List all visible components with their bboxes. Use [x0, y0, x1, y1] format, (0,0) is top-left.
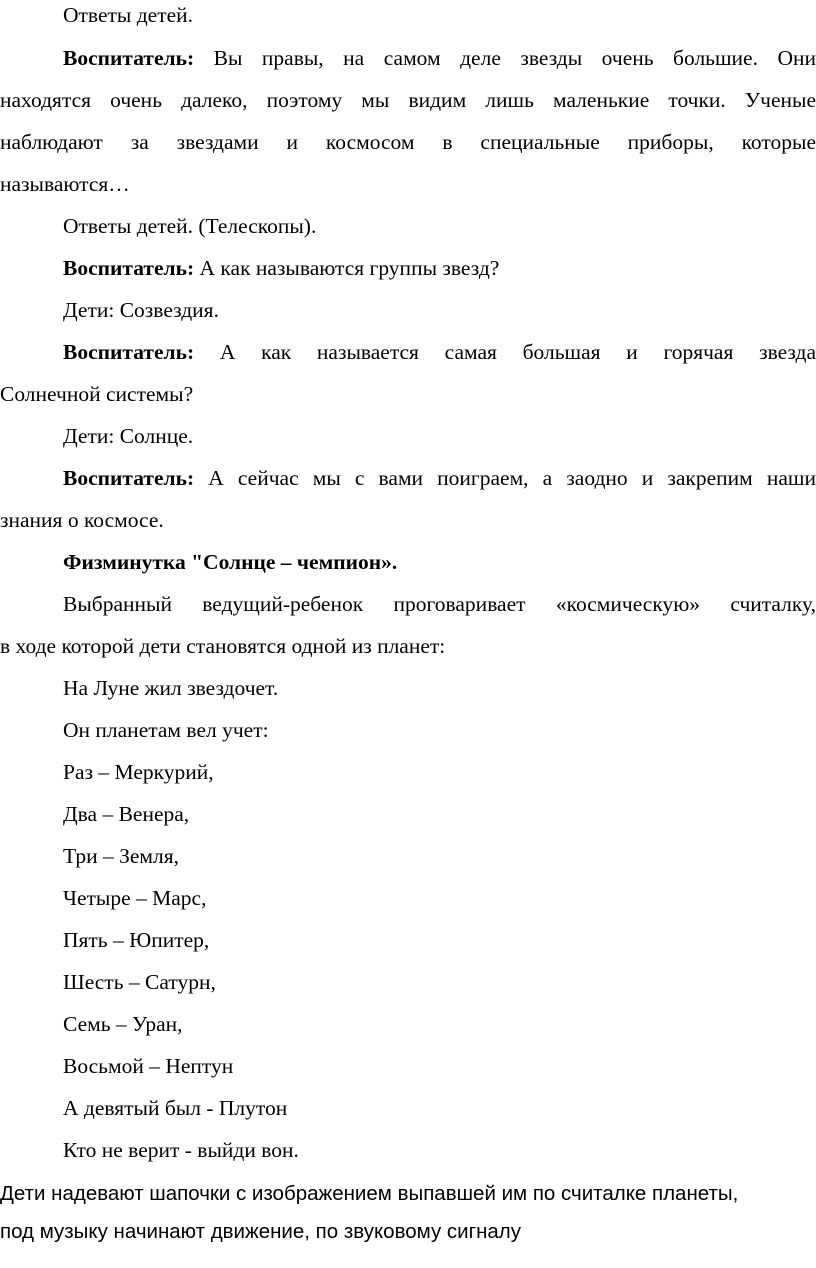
line-text: под музыку начинают движение, по звуковому сигналу [0, 1220, 522, 1243]
line-text: Дети: Солнце. [63, 424, 194, 448]
line-text: Вы правы, на самом деле звезды очень большие. Они [194, 46, 816, 70]
poem-line [0, 883, 816, 913]
poem-line [0, 757, 816, 787]
paragraph-line [0, 43, 816, 73]
paragraph-line [0, 127, 816, 157]
paragraph-line [0, 337, 816, 367]
paragraph-line [0, 295, 816, 325]
poem-line [0, 799, 816, 829]
paragraph-line [0, 505, 816, 535]
line-text: Пять – Юпитер, [63, 928, 210, 952]
line-text: знания о космосе. [0, 508, 164, 532]
paragraph-line [0, 379, 816, 409]
paragraph-line [0, 0, 816, 30]
poem-line [0, 1135, 816, 1165]
line-text: Шесть – Сатурн, [63, 970, 216, 994]
line-text: А девятый был - Плутон [63, 1096, 288, 1120]
paragraph-line [0, 85, 816, 115]
line-text: Дети: Созвездия. [63, 298, 219, 322]
poem-line [0, 673, 816, 703]
poem-line [0, 1009, 816, 1039]
heading-text: Физминутка "Солнце – чемпион». [63, 550, 398, 574]
line-text: А как называются группы звезд? [194, 256, 500, 280]
paragraph-line [0, 169, 816, 199]
line-text: Дети надевают шапочки с изображением выпавшей им по считалке планеты, [0, 1182, 739, 1205]
poem-line [0, 925, 816, 955]
line-text: А сейчас мы с вами поиграем, а заодно и закрепим наши [194, 466, 816, 490]
paragraph-line [0, 253, 816, 283]
line-text: Восьмой – Нептун [63, 1054, 234, 1078]
line-text: Он планетам вел учет: [63, 718, 269, 742]
poem-line [0, 967, 816, 997]
line-text: Выбранный ведущий-ребенок проговаривает «космическую» считалку, [63, 592, 816, 616]
poem-line [0, 1051, 816, 1081]
section-heading [0, 547, 816, 577]
poem-line [0, 715, 816, 745]
paragraph-line [0, 421, 816, 451]
poem-line [0, 841, 816, 871]
paragraph-line [0, 1217, 816, 1247]
line-text: Кто не верит - выйди вон. [63, 1138, 299, 1162]
line-text: Солнечной системы? [0, 382, 194, 406]
line-text: Три – Земля, [63, 844, 179, 868]
speaker-label: Воспитатель: [63, 340, 195, 364]
line-text: На Луне жил звездочет. [63, 676, 279, 700]
speaker-label: Воспитатель: [63, 466, 195, 490]
line-text: в ходе которой дети становятся одной из планет: [0, 634, 446, 658]
poem-line [0, 1093, 816, 1123]
line-text: Четыре – Марс, [63, 886, 207, 910]
speaker-label: Воспитатель: [63, 46, 195, 70]
paragraph-line [0, 211, 816, 241]
line-text: А как называется самая большая и горячая звезда [194, 340, 816, 364]
line-text: Ответы детей. [63, 3, 194, 27]
line-text: наблюдают за звездами и космосом в специальные приборы, которые [0, 130, 816, 154]
paragraph-line [0, 589, 816, 619]
line-text: Семь – Уран, [63, 1012, 183, 1036]
line-text: Ответы детей. (Телескопы). [63, 214, 317, 238]
line-text: Два – Венера, [63, 802, 190, 826]
line-text: называются… [0, 172, 130, 196]
paragraph-line [0, 1179, 816, 1209]
paragraph-line [0, 631, 816, 661]
line-text: Раз – Меркурий, [63, 760, 214, 784]
speaker-label: Воспитатель: [63, 256, 195, 280]
paragraph-line [0, 463, 816, 493]
line-text: находятся очень далеко, поэтому мы видим лишь маленькие точки. Ученые [0, 88, 816, 112]
